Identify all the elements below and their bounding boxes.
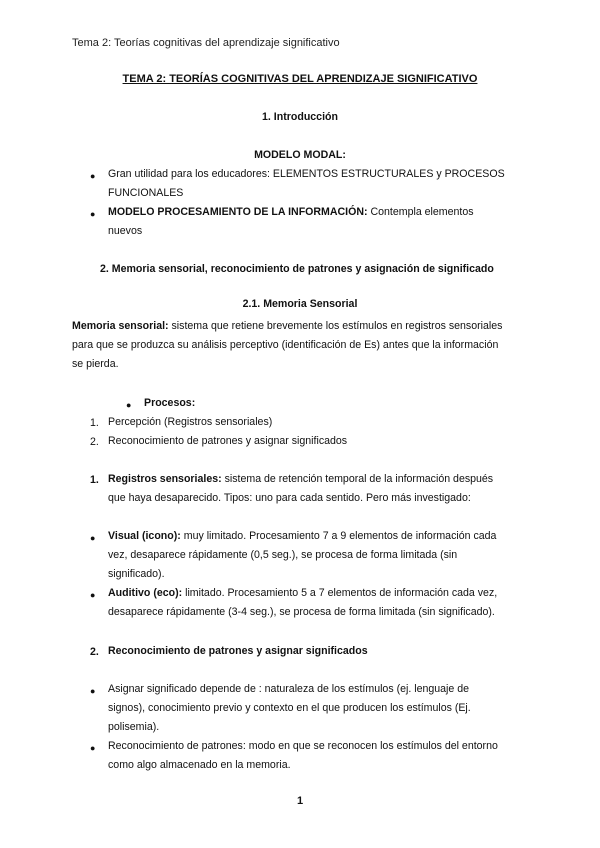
registros-line-1 <box>108 470 493 489</box>
page-number: 1 <box>296 795 304 807</box>
memoria-sensorial-bold: Memoria sensorial: <box>72 320 169 332</box>
bullet-icon: ● <box>90 533 96 543</box>
auditivo-line-1 <box>108 584 497 603</box>
bullet-icon: ● <box>90 743 96 753</box>
document-title: TEMA 2: TEORÍAS COGNITIVAS DEL APRENDIZAJE SIGNIFICATIVO <box>122 73 478 85</box>
asignar-line-1: Asignar significado depende de : naturaleza de los estímulos (ej. lenguaje de <box>108 683 470 695</box>
visual-text: muy limitado. Procesamiento 7 a 9 elementos de información cada <box>180 530 497 542</box>
reconocimiento-heading: Reconocimiento de patrones y asignar significados <box>108 645 368 657</box>
visual-line-3: significado). <box>108 568 165 580</box>
intro-bullet-1-line-1: Gran utilidad para los educadores: ELEMENTOS ESTRUCTURALES y PROCESOS <box>108 168 505 180</box>
page-header: Tema 2: Teorías cognitivas del aprendizaje significativo <box>72 37 340 49</box>
memoria-sensorial-line-1 <box>72 317 502 336</box>
registros-text: sistema de retención temporal de la información después <box>221 473 494 485</box>
patrones-line-2: como algo almacenado en la memoria. <box>108 759 291 771</box>
list-number: 2. <box>90 436 99 448</box>
list-number: 1. <box>90 417 99 429</box>
visual-line-2: vez, desaparece rápidamente (0,5 seg.), se procesa de forma limitada (sin <box>108 549 458 561</box>
procesos-heading: Procesos: <box>144 397 196 409</box>
intro-bullet-1-line-2: FUNCIONALES <box>108 187 184 199</box>
proceso-2: Reconocimiento de patrones y asignar significados <box>108 435 348 447</box>
list-number: 2. <box>90 646 99 658</box>
registros-bold: Registros sensoriales: <box>108 473 222 485</box>
section-1-heading: 1. Introducción <box>262 111 338 123</box>
section-2-1-heading: 2.1. Memoria Sensorial <box>242 298 358 310</box>
intro-bullet-2-line-1 <box>108 203 474 222</box>
list-number: 1. <box>90 474 99 486</box>
intro-bullet-2-bold: MODELO PROCESAMIENTO DE LA INFORMACIÓN: <box>108 206 368 218</box>
registros-line-2: que haya desaparecido. Tipos: uno para cada sentido. Pero más investigado: <box>108 492 471 504</box>
memoria-sensorial-line-2: para que se produzca su análisis perceptivo (identificación de Es) antes que la información <box>72 339 499 351</box>
memoria-sensorial-line-3: se pierda. <box>72 358 119 370</box>
bullet-icon: ● <box>90 590 96 600</box>
section-2-heading: 2. Memoria sensorial, reconocimiento de patrones y asignación de significado <box>100 263 494 275</box>
asignar-line-3: polisemia). <box>108 721 160 733</box>
intro-bullet-2-text: Contempla elementos <box>367 206 474 218</box>
proceso-1: Percepción (Registros sensoriales) <box>108 416 273 428</box>
modelo-modal-heading: MODELO MODAL: <box>254 149 346 161</box>
intro-bullet-2-line-2: nuevos <box>108 225 143 237</box>
asignar-line-2: signos), conocimiento previo y contexto en el que producen los estímulos (Ej. <box>108 702 471 714</box>
patrones-line-1: Reconocimiento de patrones: modo en que se reconocen los estímulos del entorno <box>108 740 498 752</box>
visual-bold: Visual (icono): <box>108 530 181 542</box>
bullet-icon: ● <box>90 171 96 181</box>
memoria-sensorial-text: sistema que retiene brevemente los estímulos en registros sensoriales <box>168 320 503 332</box>
auditivo-bold: Auditivo (eco): <box>108 587 183 599</box>
auditivo-text: limitado. Procesamiento 5 a 7 elementos de información cada vez, <box>182 587 498 599</box>
bullet-icon: ● <box>90 209 96 219</box>
bullet-icon: ● <box>126 400 132 410</box>
bullet-icon: ● <box>90 686 96 696</box>
visual-line-1 <box>108 527 496 546</box>
auditivo-line-2: desaparece rápidamente (3-4 seg.), se procesa de forma limitada (sin significado). <box>108 606 495 618</box>
